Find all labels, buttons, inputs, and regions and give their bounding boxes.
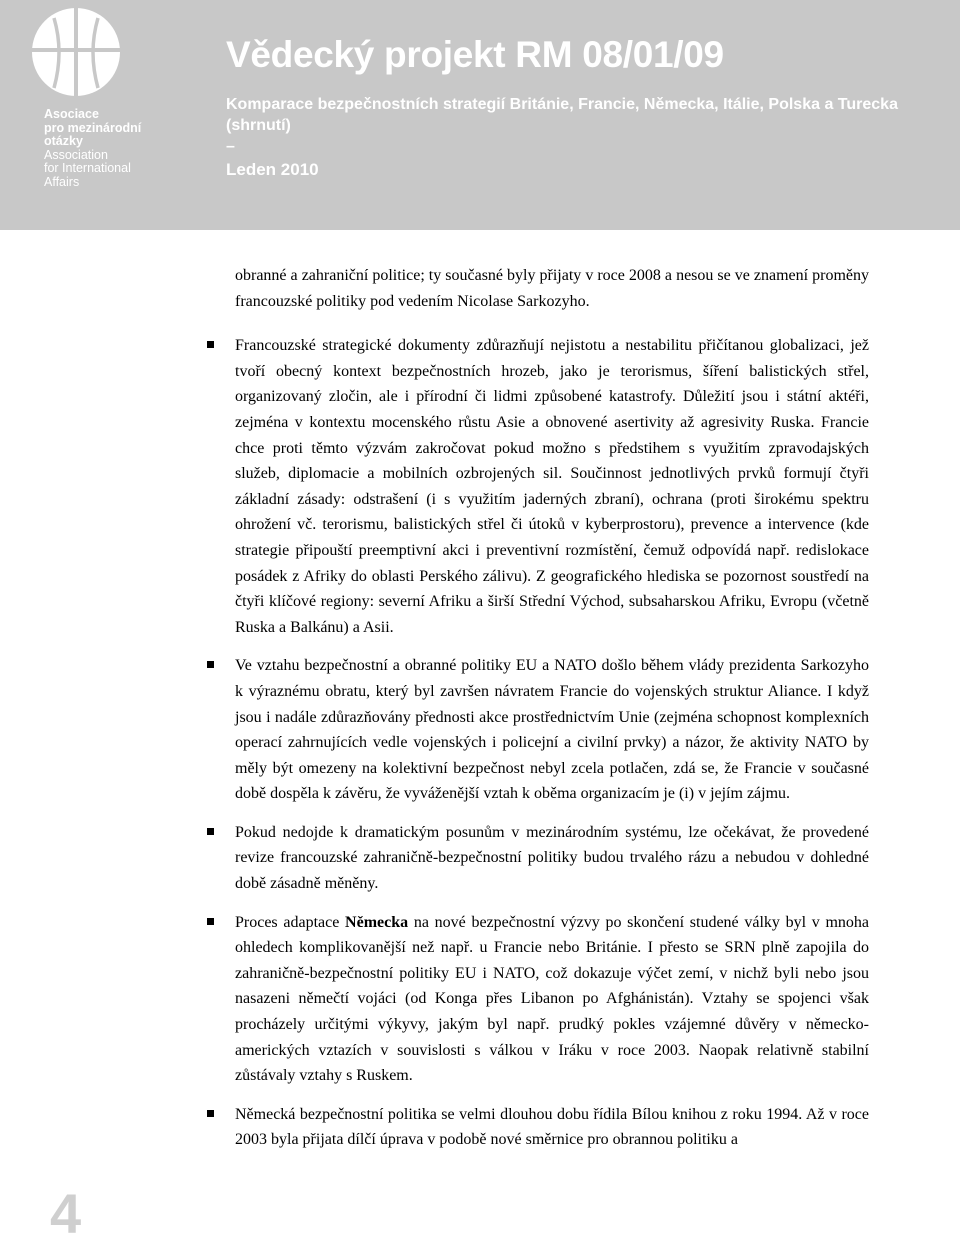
- bold-country: Německa: [345, 913, 409, 931]
- organization-name: [44, 108, 141, 189]
- document-body: [235, 263, 869, 1153]
- header-dash: –: [226, 138, 235, 155]
- org-line: Affairs: [44, 174, 80, 189]
- bullet-text: na nové bezpečnostní výzvy po skončení studené války byl v mnoha ohledech komplikovanější než např. u Francie nebo Británie. I přesto se SRN plně zapojila do zahraničně-bezpečnostní politiky EU i NATO, což dokazuje výčet zemí, v nichž byli nebo jsou nasazeni němečtí vojáci (od Konga přes Libanon po Afghánistán). Vztahy se spojenci však procházely určitými výkyvy, jakým byl např. prudký pokles vzájemné důvěry v německo-amerických vztazích v souvislosti s válkou v Iráku v roce 2003. Naopak relativně stabilní zůstávaly vztahy s Ruskem.: [235, 913, 870, 1085]
- org-line: otázky: [44, 134, 83, 148]
- bullet-item: Francouzské strategické dokumenty zdůrazňují nejistotu a nestabilitu přičítanou globalizaci, jež tvoří obecný kontext bezpečnostních hrozeb, jako je terorismus, šíření balistických střel, organizovaný zločin, ale i přírodní či lidmi způsobené katastrofy. Důležití jsou i státní aktéři, zejména v kontextu mocenského růstu Asie a obnovené asertivity až agresivity Ruska. Francie chce proti těmto výzvám zakročovat pokud možno s předstihem s využitím zpravodajských služeb, diplomacie a mobilních ozbrojených sil. Součinnost jednotlivých prvků formují čtyři základní zásady: odstrašení (i s využitím jaderných zbraní), ochrana (proti širokému spektru ohrožení vč. terorismu, balistických střel či útoků v kyberprostoru), prevence a intervence (kde strategie připouští preemptivní akci i preventivní rozmístění, čemuž odpovídá např. redislokace posádek z Afriky do oblasti Perského zálivu). Z geografického hlediska se pozornost soustředí na čtyři klíčové regiony: severní Afriku a širší Střední Východ, subsaharskou Afriku, Evropu (včetně Ruska a Balkánu) a Asii.: [235, 333, 869, 640]
- intro-paragraph: obranné a zahraniční politice; ty současné byly přijaty v roce 2008 a nesou se ve znamení proměny francouzské politiky pod vedením Nicolase Sarkozyho.: [235, 267, 869, 310]
- bullet-list: [235, 333, 869, 1153]
- org-line: Asociace: [44, 107, 99, 121]
- globe-logo-icon: [30, 4, 122, 102]
- bullet-item-germany: [235, 910, 869, 1089]
- bullet-text: Proces adaptace: [235, 913, 346, 931]
- document-subtitle: Komparace bezpečnostních strategií Británie, Francie, Německa, Itálie, Polska a Turecka (shrnutí): [226, 96, 898, 134]
- page-number: 4: [50, 1182, 82, 1245]
- org-line: for International: [44, 161, 131, 175]
- header-banner: [0, 0, 960, 230]
- document-title: Vědecký projekt RM 08/01/09: [226, 34, 724, 75]
- bullet-item: Německá bezpečnostní politika se velmi dlouhou dobu řídila Bílou knihou z roku 1994. Až v roce 2003 byla přijata dílčí úprava v podobě nové směrnice pro obrannou politiku a: [235, 1102, 869, 1153]
- org-line: pro mezinárodní: [44, 120, 142, 135]
- org-line: Association: [44, 147, 108, 162]
- bullet-item: Ve vztahu bezpečnostní a obranné politiky EU a NATO došlo během vlády prezidenta Sarkozyho k výraznému obratu, který byl završen návratem Francie do vojenských struktur Aliance. I když jsou i nadále zdůrazňovány přednosti akce prostřednictvím Unie (zejména schopnost komplexních operací zahrnujících vedle vojenských i policejní a civilní prvky) a názor, že aktivity NATO by měly být omezeny na kolektivní bezpečnost nebyl zcela potlačen, zdá se, že Francie v současné době dospěla k závěru, že vyváženější vztah k oběma organizacím je (i) v jejím zájmu.: [235, 653, 869, 807]
- document-date: Leden 2010: [226, 160, 319, 179]
- bullet-item: Pokud nedojde k dramatickým posunům v mezinárodním systému, lze očekávat, že provedené revize francouzské zahraničně-bezpečnostní politiky budou trvalého rázu a nebudou v dohledné době zásadně měněny.: [235, 820, 869, 897]
